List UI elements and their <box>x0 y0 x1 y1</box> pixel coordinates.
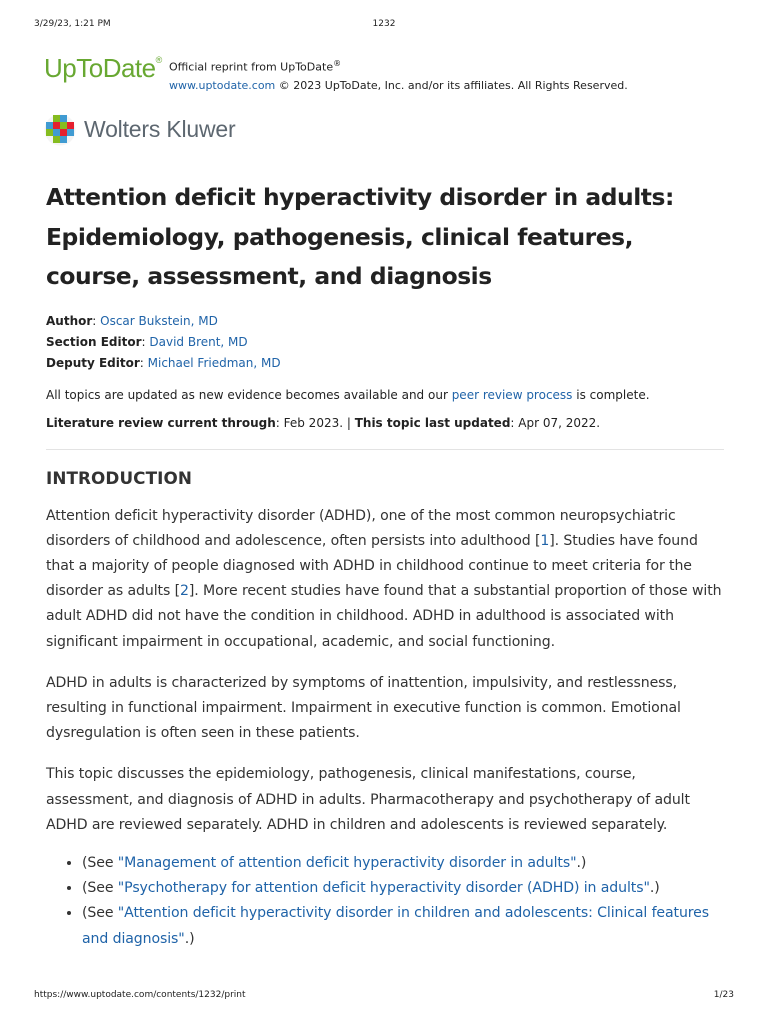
article-content <box>46 178 726 952</box>
review-dates <box>46 414 726 432</box>
see-link-psychotherapy-adhd-adults[interactable]: "Psychotherapy for attention deficit hyperactivity disorder (ADHD) in adults" <box>117 880 650 897</box>
reference-link-1[interactable]: 1 <box>540 532 550 549</box>
print-footer <box>34 990 734 1004</box>
print-url: https://www.uptodate.com/contents/1232/print <box>34 990 246 1000</box>
deputy-editor-link[interactable]: Michael Friedman, MD <box>147 355 281 370</box>
lit-review-value: : Feb 2023. | <box>275 415 355 430</box>
reprint-header <box>44 53 734 93</box>
section-editor-line: Section Editor: David Brent, MD <box>46 334 248 349</box>
copyright-text: © 2023 UpToDate, Inc. and/or its affiliates. All Rights Reserved. <box>275 78 628 92</box>
list-item: • (See "Psychotherapy for attention deficit hyperactivity disorder (ADHD) in adults".) <box>82 876 726 901</box>
last-updated-label: This topic last updated <box>354 415 511 430</box>
last-updated-value: : Apr 07, 2022. <box>510 415 601 430</box>
article-title: Attention deficit hyperactivity disorder in adults: Epidemiology, pathogenesis, clinical features, course, assessment, and diagnosis <box>46 183 674 290</box>
print-header <box>34 19 734 33</box>
print-datetime: 3/29/23, 1:21 PM <box>34 19 111 29</box>
intro-paragraph-1: Attention deficit hyperactivity disorder (ADHD), one of the most common neuropsychiatric disorders of childhood and adolescence, often persists into adulthood [1]. Studies have found that a majority of people diagnosed with ADHD in childhood continue to meet criteria for the disorder as adults [2]. More recent studies have found that a substantial proportion of those with adult ADHD did not have the condition in childhood. ADHD in adulthood is associated with significant impairment in occupational, academic, and social functioning. <box>46 507 722 650</box>
uptodate-site-link[interactable]: www.uptodate.com <box>169 78 276 92</box>
reference-link-2[interactable]: 2 <box>180 583 189 600</box>
wolters-kluwer-wordmark: Wolters Kluwer <box>84 116 236 142</box>
see-also-list <box>46 851 726 952</box>
wolters-kluwer-mark-icon <box>44 114 76 146</box>
author-link[interactable]: Oscar Bukstein, MD <box>100 313 218 328</box>
intro-paragraph-2: ADHD in adults is characterized by symptoms of inattention, impulsivity, and restlessness, resulting in functional impairment. Impairment in executive function is common. Emotional dysregulation is often seen in these patients. <box>46 674 681 742</box>
section-divider <box>46 449 724 450</box>
uptodate-logo: UpToDate® <box>44 53 162 83</box>
author-line: Author: Oscar Bukstein, MD <box>46 313 218 328</box>
update-note: All topics are updated as new evidence becomes available and our peer review process is complete. <box>46 387 650 402</box>
page-number: 1/23 <box>713 990 734 1000</box>
reprint-notice: Official reprint from UpToDate® www.uptodate.com © 2023 UpToDate, Inc. and/or its affiliates. All Rights Reserved. <box>169 59 628 92</box>
list-item: • (See "Management of attention deficit hyperactivity disorder in adults".) <box>82 851 726 876</box>
intro-paragraph-3: This topic discusses the epidemiology, pathogenesis, clinical manifestations, course, assessment, and diagnosis of ADHD in adults. Pharmacotherapy and psychotherapy of adult ADHD are reviewed separately. ADHD in children and adolescents is reviewed separately. <box>46 766 690 833</box>
lit-review-label: Literature review current through <box>46 415 276 430</box>
print-title: 1232 <box>372 19 396 29</box>
reprint-line: Official reprint from UpToDate <box>169 60 334 74</box>
see-link-management-adhd-adults[interactable]: "Management of attention deficit hyperactivity disorder in adults" <box>117 854 577 871</box>
article-credits <box>46 311 726 374</box>
list-item: • (See "Attention deficit hyperactivity disorder in children and adolescents: Clinical features and diagnosis".) <box>82 901 726 951</box>
section-editor-link[interactable]: David Brent, MD <box>149 334 248 349</box>
introduction-heading: INTRODUCTION <box>46 467 192 488</box>
see-link-adhd-children-adolescents[interactable]: "Attention deficit hyperactivity disorder in children and adolescents: Clinical features and diagnosis" <box>82 905 709 947</box>
peer-review-link[interactable]: peer review process <box>451 387 573 402</box>
deputy-editor-line: Deputy Editor: Michael Friedman, MD <box>46 355 281 370</box>
